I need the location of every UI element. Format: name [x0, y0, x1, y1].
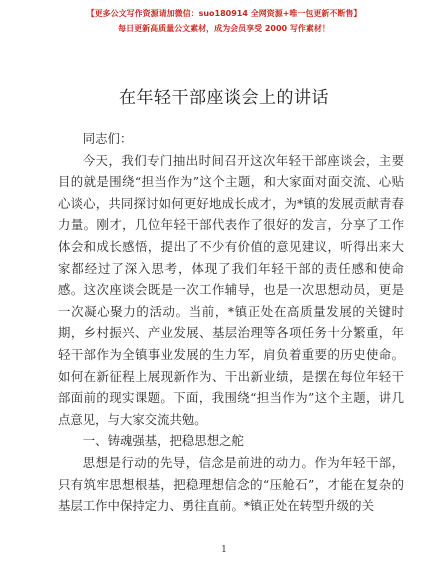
page-number: 1 — [221, 545, 227, 555]
section-heading: 一、铸魂强基，把稳思想之舵 — [82, 433, 244, 449]
promo-header-banner — [0, 6, 448, 36]
document-title: 在年轻干部座谈会上的讲话 — [119, 88, 329, 108]
document-body — [58, 128, 404, 517]
body-paragraph: 思想是行动的先导，信念是前进的动力。作为年轻干部，只有筑牢思想根基，把稳理想信念的“压舱石”，才能在复杂的基层工作中保持定力、勇往直前。*镇正处在转型升级的关 — [58, 454, 404, 514]
salutation: 同志们： — [82, 131, 133, 146]
body-paragraph: 今天，我们专门抽出时间召开这次年轻干部座谈会，主要目的就是围绕“担当作为”这个主题，和大家面对面交流、心贴心谈心，共同探讨如何更好地成长成才，为*镇的发展贡献青春力量。刚才，几位年轻干部代表作了很好的发言，分享了工作体会和成长感悟，提出了不少有价值的意见建议，听得出来大家都经过了深入思考，体现了我们年轻干部的责任感和使命感。这次座谈会既是一次工作辅导，也是一次思想动员，更是一次凝心聚力的活动。当前，*镇正处在高质量发展的关键时期，乡村振兴、产业发展、基层治理等各项任务十分繁重，年轻干部作为全镇事业发展的生力军，肩负着重要的历史使命。如何在新征程上展现新作为、干出新业绩，是摆在每位年轻干部面前的现实课题。下面，我围绕“担当作为”这个主题，讲几点意见，与大家交流共勉。 — [58, 152, 404, 427]
promo-header-line-1: 【更多公文写作资源请加微信：suo180914 全网资源+唯一包更新不断售】 — [86, 9, 362, 18]
promo-header-line-2: 每日更新高质量公文素材，成为会员享受 2000 写作素材！ — [118, 24, 330, 33]
